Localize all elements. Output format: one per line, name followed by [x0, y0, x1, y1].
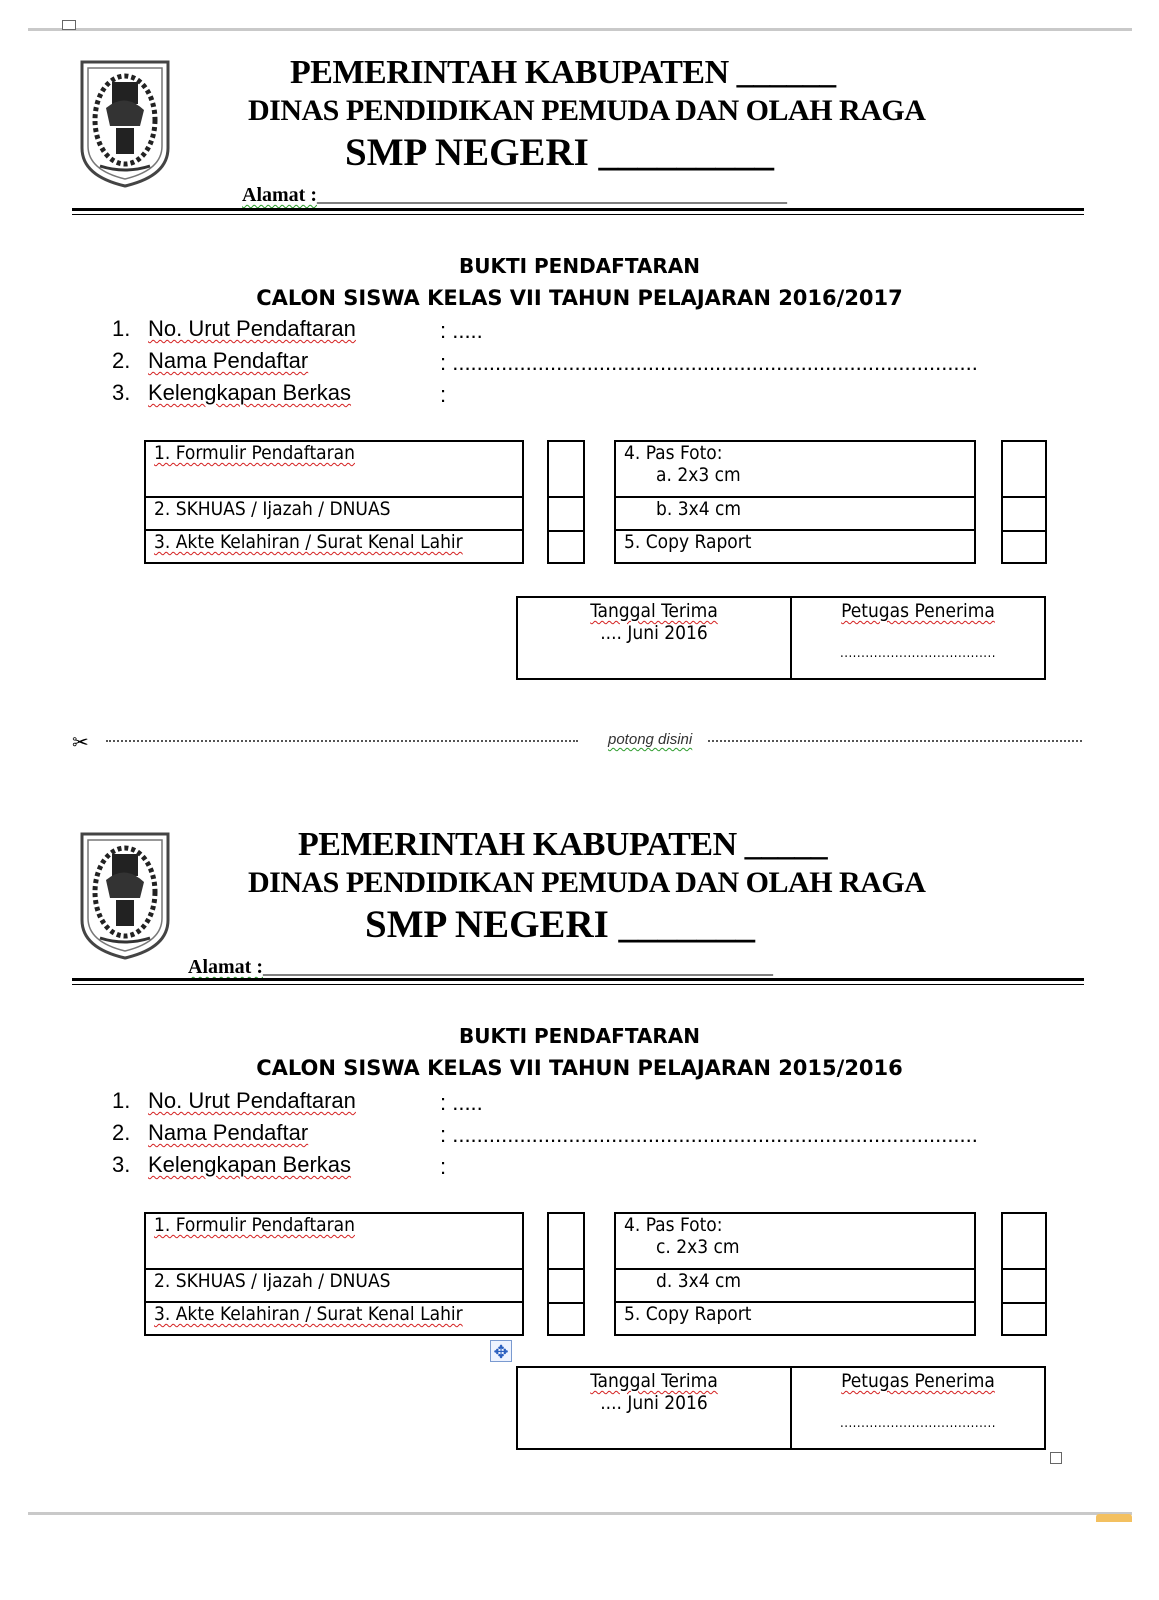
address-label: Alamat :: [242, 184, 317, 206]
slip-subtitle: CALON SISWA KELAS VII TAHUN PELAJARAN 2015/2016: [256, 1056, 903, 1080]
field-applicant-name-value[interactable]: : ......................................................................................: [440, 350, 978, 375]
checkbox-birth-certificate[interactable]: [549, 532, 583, 562]
field-number: 1.: [112, 1088, 131, 1113]
table-move-handle-icon[interactable]: ✥: [490, 1340, 512, 1362]
checkbox-birth-certificate[interactable]: [549, 1304, 583, 1334]
field-applicant-name-value[interactable]: : ......................................................................................: [440, 1122, 978, 1147]
doc-certificate-label: 2. SKHUAS / Ijazah / DNUAS: [154, 1270, 391, 1292]
field-number: 2.: [112, 348, 131, 373]
field-applicant-name: [112, 1120, 308, 1146]
address-blank: ___________________________________________________: [262, 956, 773, 978]
field-registration-number-value[interactable]: : .....: [440, 318, 483, 343]
doc-photo: [615, 1213, 975, 1269]
header-rule-thin: [72, 984, 1084, 985]
checkbox-form[interactable]: [549, 442, 583, 498]
receipt-officer-label: Petugas Penerima: [841, 600, 995, 622]
address-line: [242, 184, 787, 207]
cut-line-dots-left: [106, 740, 578, 742]
department-heading: DINAS PENDIDIKAN PEMUDA DAN OLAH RAGA: [248, 866, 926, 899]
doc-report-label: 5. Copy Raport: [624, 531, 752, 553]
cut-line-dots-right: [708, 740, 1082, 742]
receipt-stamp-box: [516, 1366, 1046, 1450]
header-rule-thin: [72, 214, 1084, 215]
page-corner-marker: [62, 20, 76, 30]
receipt-date-value: .... Juni 2016: [600, 622, 708, 644]
government-heading: PEMERINTAH KABUPATEN _____: [298, 826, 828, 863]
doc-birth-certificate: [145, 1302, 523, 1335]
documents-table-right: [614, 440, 976, 564]
slip-subtitle: CALON SISWA KELAS VII TAHUN PELAJARAN 2016/2017: [256, 286, 903, 310]
checkbox-certificate[interactable]: [549, 1270, 583, 1304]
field-registration-number-value[interactable]: : .....: [440, 1090, 483, 1115]
field-label: Kelengkapan Berkas: [148, 380, 352, 405]
field-label: Nama Pendaftar: [148, 348, 309, 373]
field-applicant-name: [112, 348, 308, 374]
table-resize-handle[interactable]: [1050, 1452, 1062, 1464]
doc-report: [615, 1302, 975, 1335]
receipt-date-value: .... Juni 2016: [600, 1392, 708, 1414]
field-number: 2.: [112, 1120, 131, 1145]
receipt-officer-signature[interactable]: .....................................: [840, 1416, 996, 1431]
doc-form: [145, 1213, 523, 1269]
doc-form-label: 1. Formulir Pendaftaran: [154, 442, 355, 464]
doc-photo-size-b: [615, 497, 975, 530]
receipt-date-cell: [518, 598, 792, 678]
address-line: [188, 956, 773, 979]
header-rule-thick: [72, 208, 1084, 211]
field-registration-number: [112, 1088, 356, 1114]
cut-line: [72, 730, 1082, 754]
doc-certificate: [145, 497, 523, 530]
doc-form: [145, 441, 523, 497]
receipt-officer-cell: [792, 598, 1044, 678]
doc-certificate-label: 2. SKHUAS / Ijazah / DNUAS: [154, 498, 391, 520]
checkbox-column-right: [1001, 1212, 1047, 1336]
field-documents: [112, 380, 351, 406]
checkbox-column-right: [1001, 440, 1047, 564]
department-heading: DINAS PENDIDIKAN PEMUDA DAN OLAH RAGA: [248, 94, 926, 127]
field-number: 3.: [112, 1152, 131, 1177]
field-label: No. Urut Pendaftaran: [148, 1088, 356, 1113]
field-documents-value: :: [440, 382, 447, 407]
doc-photo-label: 4. Pas Foto:: [624, 442, 723, 464]
registration-slip-2: [0, 802, 1159, 1431]
field-label: No. Urut Pendaftaran: [148, 316, 356, 341]
doc-report-label: 5. Copy Raport: [624, 1303, 752, 1325]
checkbox-form[interactable]: [549, 1214, 583, 1270]
field-number: 1.: [112, 316, 131, 341]
school-heading: SMP NEGERI _______: [365, 903, 756, 946]
government-heading: PEMERINTAH KABUPATEN ______: [290, 54, 836, 91]
doc-certificate: [145, 1269, 523, 1302]
doc-birth-certificate-label: 3. Akte Kelahiran / Surat Kenal Lahir: [154, 1303, 463, 1325]
checkbox-column-left: [547, 1212, 585, 1336]
school-heading: SMP NEGERI _________: [345, 131, 775, 174]
registration-slip-1: [0, 30, 1159, 661]
field-documents-value: :: [440, 1154, 447, 1179]
doc-photo-size-b-label: d. 3x4 cm: [656, 1270, 742, 1292]
receipt-officer-signature[interactable]: .....................................: [840, 646, 996, 661]
header-rule-thick: [72, 978, 1084, 981]
doc-photo-size-a: a. 2x3 cm: [656, 464, 741, 486]
slip-title: BUKTI PENDAFTARAN: [458, 1024, 700, 1048]
receipt-date-label: Tanggal Terima: [590, 1370, 718, 1392]
field-label: Nama Pendaftar: [148, 1120, 309, 1145]
doc-photo-size-a: c. 2x3 cm: [656, 1236, 740, 1258]
address-blank: _______________________________________________: [316, 184, 787, 206]
doc-birth-certificate-label: 3. Akte Kelahiran / Surat Kenal Lahir: [154, 531, 463, 553]
checkbox-photo-b[interactable]: [1003, 1270, 1045, 1304]
address-label: Alamat :: [188, 956, 263, 978]
doc-report: [615, 530, 975, 563]
receipt-date-cell: [518, 1368, 792, 1448]
doc-form-label: 1. Formulir Pendaftaran: [154, 1214, 355, 1236]
cut-line-label: potong disini: [608, 731, 693, 748]
receipt-date-label: Tanggal Terima: [590, 600, 718, 622]
checkbox-report[interactable]: [1003, 532, 1045, 562]
regency-emblem-logo: [76, 48, 174, 188]
page-corner-tab: [1096, 1514, 1132, 1522]
checkbox-photo-a[interactable]: [1003, 442, 1045, 498]
doc-photo-size-b-label: b. 3x4 cm: [656, 498, 742, 520]
documents-table-left: [144, 440, 524, 564]
doc-photo: [615, 441, 975, 497]
doc-photo-size-b: [615, 1269, 975, 1302]
documents-table-right: [614, 1212, 976, 1336]
field-documents: [112, 1152, 351, 1178]
checkbox-report[interactable]: [1003, 1304, 1045, 1334]
checkbox-certificate[interactable]: [549, 498, 583, 532]
checkbox-column-left: [547, 440, 585, 564]
regency-emblem-logo: [76, 820, 174, 960]
field-number: 3.: [112, 380, 131, 405]
checkbox-photo-b[interactable]: [1003, 498, 1045, 532]
field-label: Kelengkapan Berkas: [148, 1152, 352, 1177]
checkbox-photo-a[interactable]: [1003, 1214, 1045, 1270]
receipt-stamp-box: [516, 596, 1046, 680]
doc-photo-label: 4. Pas Foto:: [624, 1214, 723, 1236]
field-registration-number: [112, 316, 356, 342]
receipt-officer-label: Petugas Penerima: [841, 1370, 995, 1392]
page-bottom-edge: [28, 1512, 1132, 1515]
receipt-officer-cell: [792, 1368, 1044, 1448]
slip-title: BUKTI PENDAFTARAN: [458, 254, 700, 278]
documents-table-left: [144, 1212, 524, 1336]
doc-birth-certificate: [145, 530, 523, 563]
scissors-icon: ✂: [72, 730, 89, 754]
